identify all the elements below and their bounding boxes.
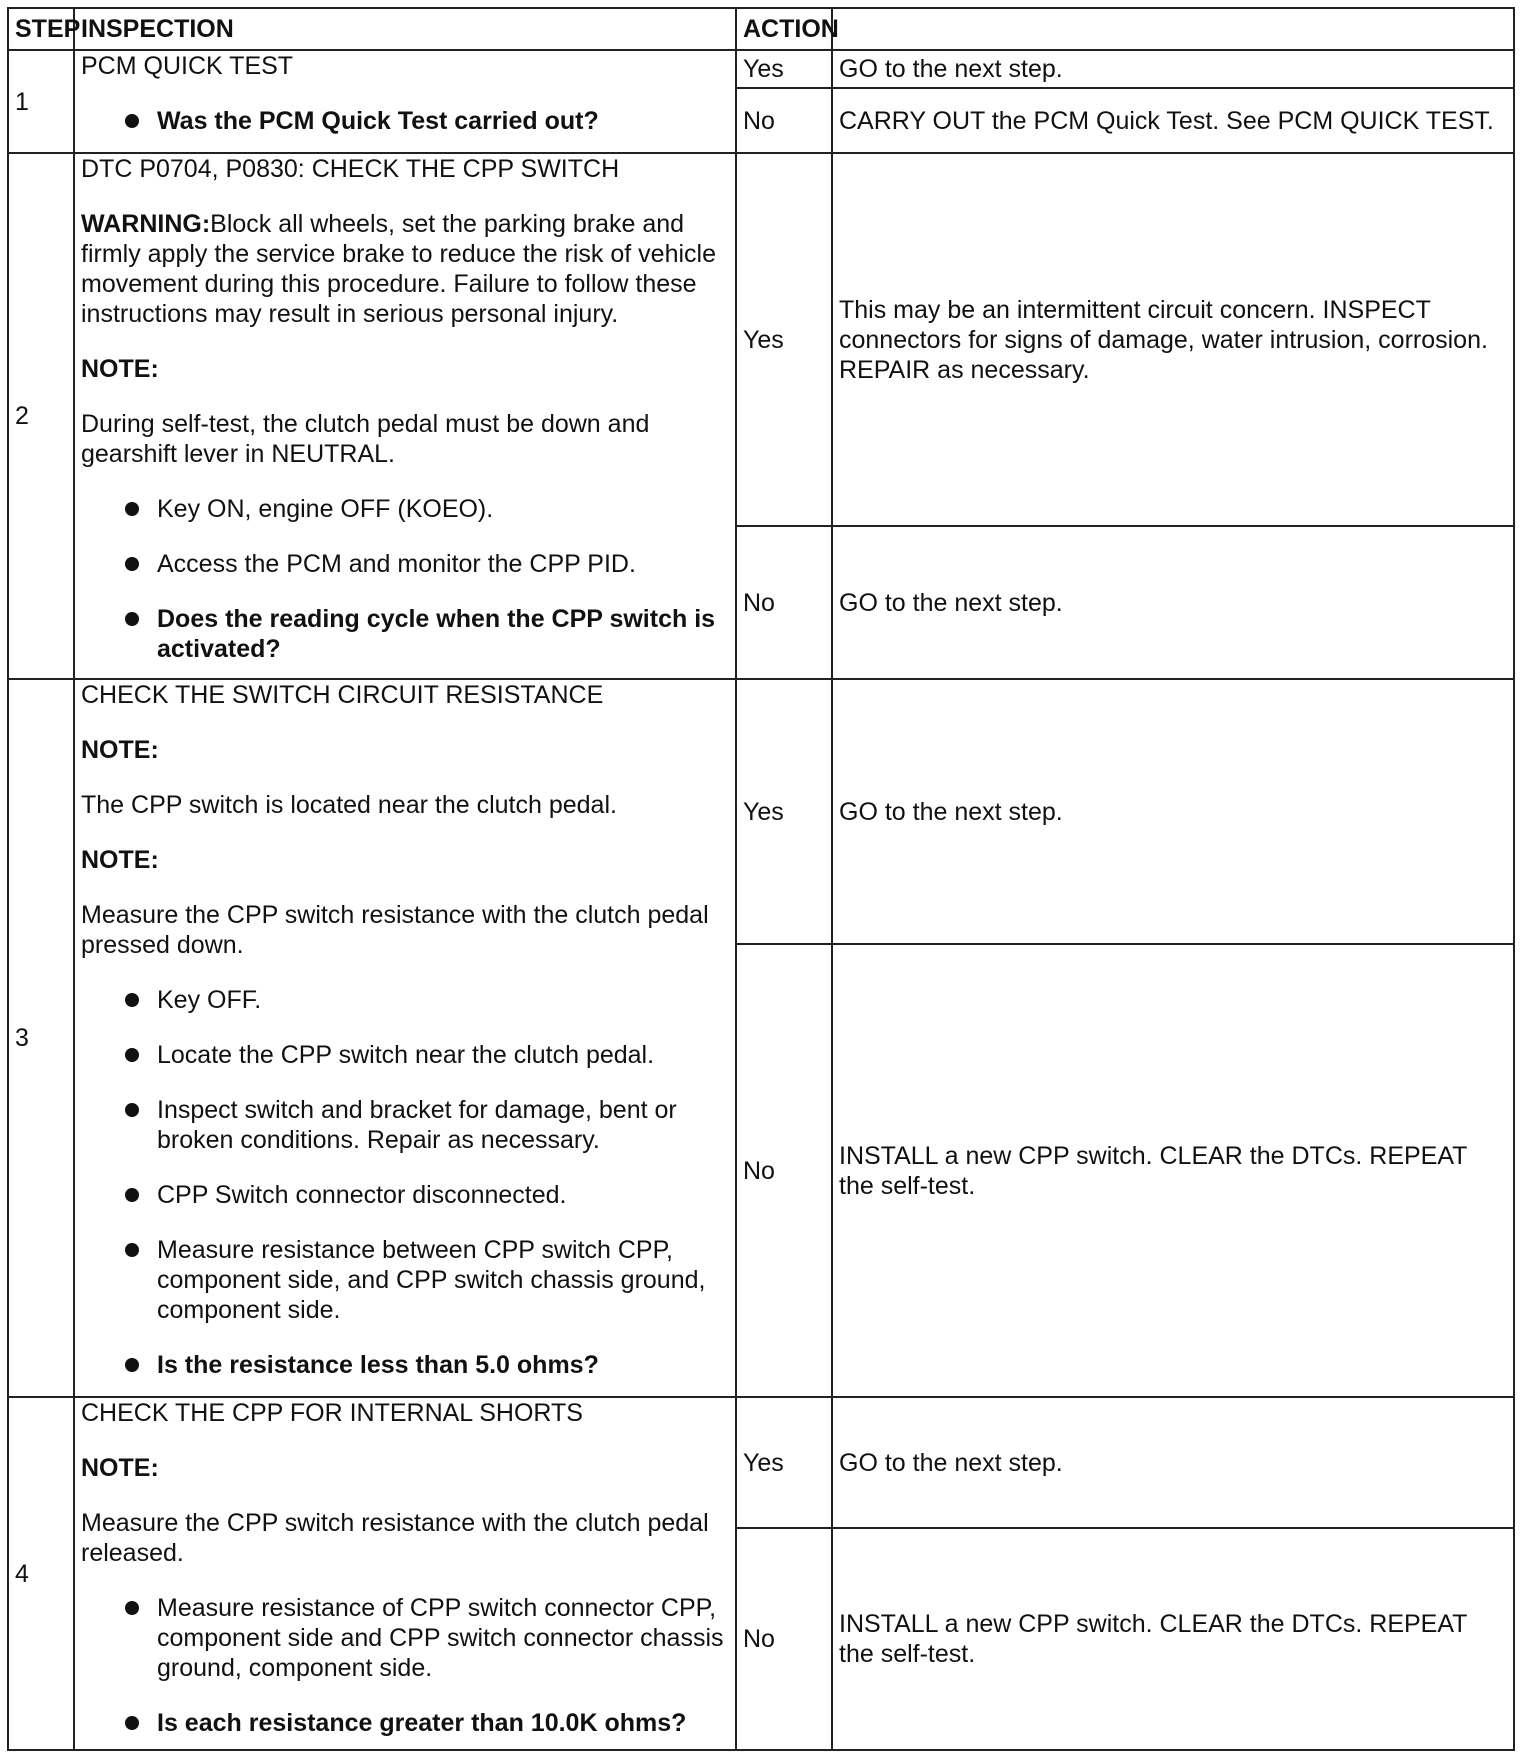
- header-step: STEP: [8, 8, 74, 50]
- bullet-item: Measure resistance of CPP switch connector CPP, component side and CPP switch connector chassis ground, component side.: [81, 1593, 729, 1683]
- bullet-icon: [125, 1188, 139, 1202]
- step-1-inspection: [74, 50, 736, 153]
- step-4-inspection: [74, 1397, 736, 1750]
- no-label: No: [736, 88, 832, 153]
- header-action: ACTION: [736, 8, 832, 50]
- step-number: 3: [8, 679, 74, 1397]
- bullet-icon: [125, 1716, 139, 1730]
- bullet-icon: [125, 114, 139, 128]
- question-item: [81, 604, 729, 664]
- note-text: Measure the CPP switch resistance with the clutch pedal pressed down.: [81, 901, 709, 959]
- step-title: DTC P0704, P0830: CHECK THE CPP SWITCH: [81, 155, 620, 183]
- bullet-item: Access the PCM and monitor the CPP PID.: [81, 549, 729, 579]
- no-action: INSTALL a new CPP switch. CLEAR the DTCs. REPEAT the self-test.: [832, 1528, 1514, 1750]
- yes-label: Yes: [736, 1397, 832, 1528]
- note-text: Measure the CPP switch resistance with the clutch pedal released.: [81, 1509, 709, 1567]
- no-label: No: [736, 944, 832, 1397]
- yes-label: Yes: [736, 679, 832, 944]
- step-3-inspection: [74, 679, 736, 1397]
- step-4-yes-row: [8, 1397, 1514, 1528]
- diagnostic-table: [7, 7, 1515, 1751]
- question-item: [81, 1350, 729, 1380]
- yes-action: GO to the next step.: [832, 1397, 1514, 1528]
- bullet-icon: [125, 612, 139, 626]
- yes-label: Yes: [736, 50, 832, 88]
- bullet-item: Inspect switch and bracket for damage, bent or broken conditions. Repair as necessary.: [81, 1095, 729, 1155]
- step-2-yes-row: [8, 153, 1514, 526]
- step-title: CHECK THE CPP FOR INTERNAL SHORTS: [81, 1399, 583, 1427]
- bullet-item: Measure resistance between CPP switch CPP, component side, and CPP switch chassis ground, component side.: [81, 1235, 729, 1325]
- bullet-icon: [125, 1048, 139, 1062]
- note-label: NOTE:: [81, 846, 159, 874]
- warning-label: WARNING:: [81, 210, 211, 238]
- yes-action: GO to the next step.: [832, 50, 1514, 88]
- warning-text: Block all wheels, set the parking brake and firmly apply the service brake to reduce the risk of vehicle movement during this procedure. Failure to follow these instructions may result in serious personal injury.: [81, 210, 716, 328]
- question-text: Was the PCM Quick Test carried out?: [157, 107, 599, 135]
- step-number: 1: [8, 50, 74, 153]
- bullet-item: Key ON, engine OFF (KOEO).: [81, 494, 729, 524]
- bullet-icon: [125, 502, 139, 516]
- question-item: [81, 106, 729, 136]
- note-label: NOTE:: [81, 736, 159, 764]
- bullet-icon: [125, 993, 139, 1007]
- note-label: NOTE:: [81, 355, 159, 383]
- no-label: No: [736, 526, 832, 679]
- no-action: GO to the next step.: [832, 526, 1514, 679]
- yes-action: This may be an intermittent circuit concern. INSPECT connectors for signs of damage, water intrusion, corrosion. REPAIR as necessary.: [832, 153, 1514, 526]
- step-number: 4: [8, 1397, 74, 1750]
- header-inspection: INSPECTION: [74, 8, 736, 50]
- no-action: CARRY OUT the PCM Quick Test. See PCM QUICK TEST.: [832, 88, 1514, 153]
- header-result: [832, 8, 1514, 50]
- step-title: PCM QUICK TEST: [81, 52, 294, 80]
- step-number: 2: [8, 153, 74, 679]
- warning-paragraph: [81, 209, 729, 329]
- step-1-yes-row: [8, 50, 1514, 88]
- header-row: [8, 8, 1514, 50]
- no-action: INSTALL a new CPP switch. CLEAR the DTCs. REPEAT the self-test.: [832, 944, 1514, 1397]
- question-text: Is each resistance greater than 10.0K ohms?: [157, 1709, 687, 1737]
- bullet-icon: [125, 1358, 139, 1372]
- no-label: No: [736, 1528, 832, 1750]
- bullet-item: Key OFF.: [81, 985, 729, 1015]
- note-text: The CPP switch is located near the clutch pedal.: [81, 791, 617, 819]
- step-2-inspection: [74, 153, 736, 679]
- step-title: CHECK THE SWITCH CIRCUIT RESISTANCE: [81, 681, 604, 709]
- step-3-yes-row: [8, 679, 1514, 944]
- bullet-icon: [125, 557, 139, 571]
- question-text: Does the reading cycle when the CPP switch is activated?: [157, 605, 716, 663]
- bullet-icon: [125, 1601, 139, 1615]
- yes-action: GO to the next step.: [832, 679, 1514, 944]
- yes-label: Yes: [736, 153, 832, 526]
- bullet-item: Locate the CPP switch near the clutch pedal.: [81, 1040, 729, 1070]
- bullet-icon: [125, 1103, 139, 1117]
- bullet-icon: [125, 1243, 139, 1257]
- note-text: During self-test, the clutch pedal must be down and gearshift lever in NEUTRAL.: [81, 410, 650, 468]
- question-item: [81, 1708, 729, 1738]
- bullet-item: CPP Switch connector disconnected.: [81, 1180, 729, 1210]
- note-label: NOTE:: [81, 1454, 159, 1482]
- question-text: Is the resistance less than 5.0 ohms?: [157, 1351, 599, 1379]
